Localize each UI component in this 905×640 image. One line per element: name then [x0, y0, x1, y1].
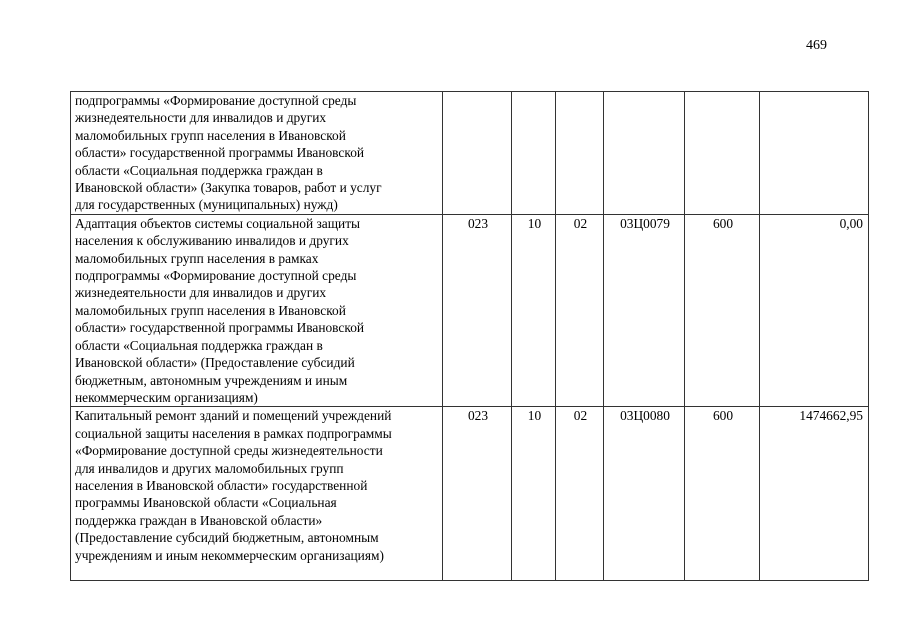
description-line: области» государственной программы Ивановской [75, 320, 365, 336]
description-line: населения к обслуживанию инвалидов и других [75, 233, 349, 249]
target-article-code: 03Ц0079 [604, 214, 685, 406]
description-line: учреждениям и иным некоммерческим организациям) [75, 547, 384, 563]
ministry-code: 023 [443, 214, 512, 406]
budget-table [70, 91, 869, 581]
target-article-code: 03Ц0080 [604, 407, 685, 581]
row-description [71, 92, 443, 215]
description-line: населения в Ивановской области» государственной [75, 477, 368, 493]
table-row [71, 407, 869, 581]
description-line: жизнедеятельности для инвалидов и других [75, 285, 327, 301]
description-line: (Предоставление субсидий бюджетным, автономным [75, 530, 379, 546]
description-line: области «Социальная поддержка граждан в [75, 337, 323, 353]
subsection-code: 02 [556, 407, 604, 581]
description-line: Ивановской области» (Закупка товаров, работ и услуг [75, 180, 382, 196]
target-article-code [604, 92, 685, 215]
section-code [512, 92, 556, 215]
description-line: для инвалидов и других маломобильных групп [75, 460, 344, 476]
expense-type-code: 600 [685, 407, 760, 581]
description-line: для государственных (муниципальных) нужд) [75, 197, 338, 213]
expense-type-code [685, 92, 760, 215]
description-line: жизнедеятельности для инвалидов и других [75, 110, 327, 126]
description-line: подпрограммы «Формирование доступной среды [75, 268, 357, 284]
description-line: области» государственной программы Ивановской [75, 145, 365, 161]
page-number: 469 [806, 38, 827, 53]
description-line: маломобильных групп населения в рамках [75, 250, 319, 266]
amount: 0,00 [760, 214, 869, 406]
description-line: поддержка граждан в Ивановской области» [75, 512, 323, 528]
description-line: Капитальный ремонт зданий и помещений учреждений [75, 408, 392, 424]
expense-type-code: 600 [685, 214, 760, 406]
description-line: области «Социальная поддержка граждан в [75, 162, 323, 178]
subsection-code [556, 92, 604, 215]
description-line: Ивановской области» (Предоставление субсидий [75, 355, 355, 371]
section-code: 10 [512, 407, 556, 581]
amount [760, 92, 869, 215]
description-line: социальной защиты населения в рамках подпрограммы [75, 425, 392, 441]
row-description [71, 407, 443, 581]
description-line: некоммерческим организациям) [75, 389, 258, 405]
table-row [71, 214, 869, 406]
table-row [71, 92, 869, 215]
row-description [71, 214, 443, 406]
description-line: маломобильных групп населения в Ивановской [75, 127, 346, 143]
description-line: подпрограммы «Формирование доступной среды [75, 93, 357, 108]
subsection-code: 02 [556, 214, 604, 406]
description-line: Адаптация объектов системы социальной защиты [75, 215, 361, 231]
section-code: 10 [512, 214, 556, 406]
description-line: «Формирование доступной среды жизнедеятельности [75, 443, 383, 459]
amount: 1474662,95 [760, 407, 869, 581]
description-line: программы Ивановской области «Социальная [75, 495, 337, 511]
ministry-code: 023 [443, 407, 512, 581]
ministry-code [443, 92, 512, 215]
description-line: бюджетным, автономным учреждениям и иным [75, 372, 348, 388]
description-line: маломобильных групп населения в Ивановской [75, 302, 346, 318]
